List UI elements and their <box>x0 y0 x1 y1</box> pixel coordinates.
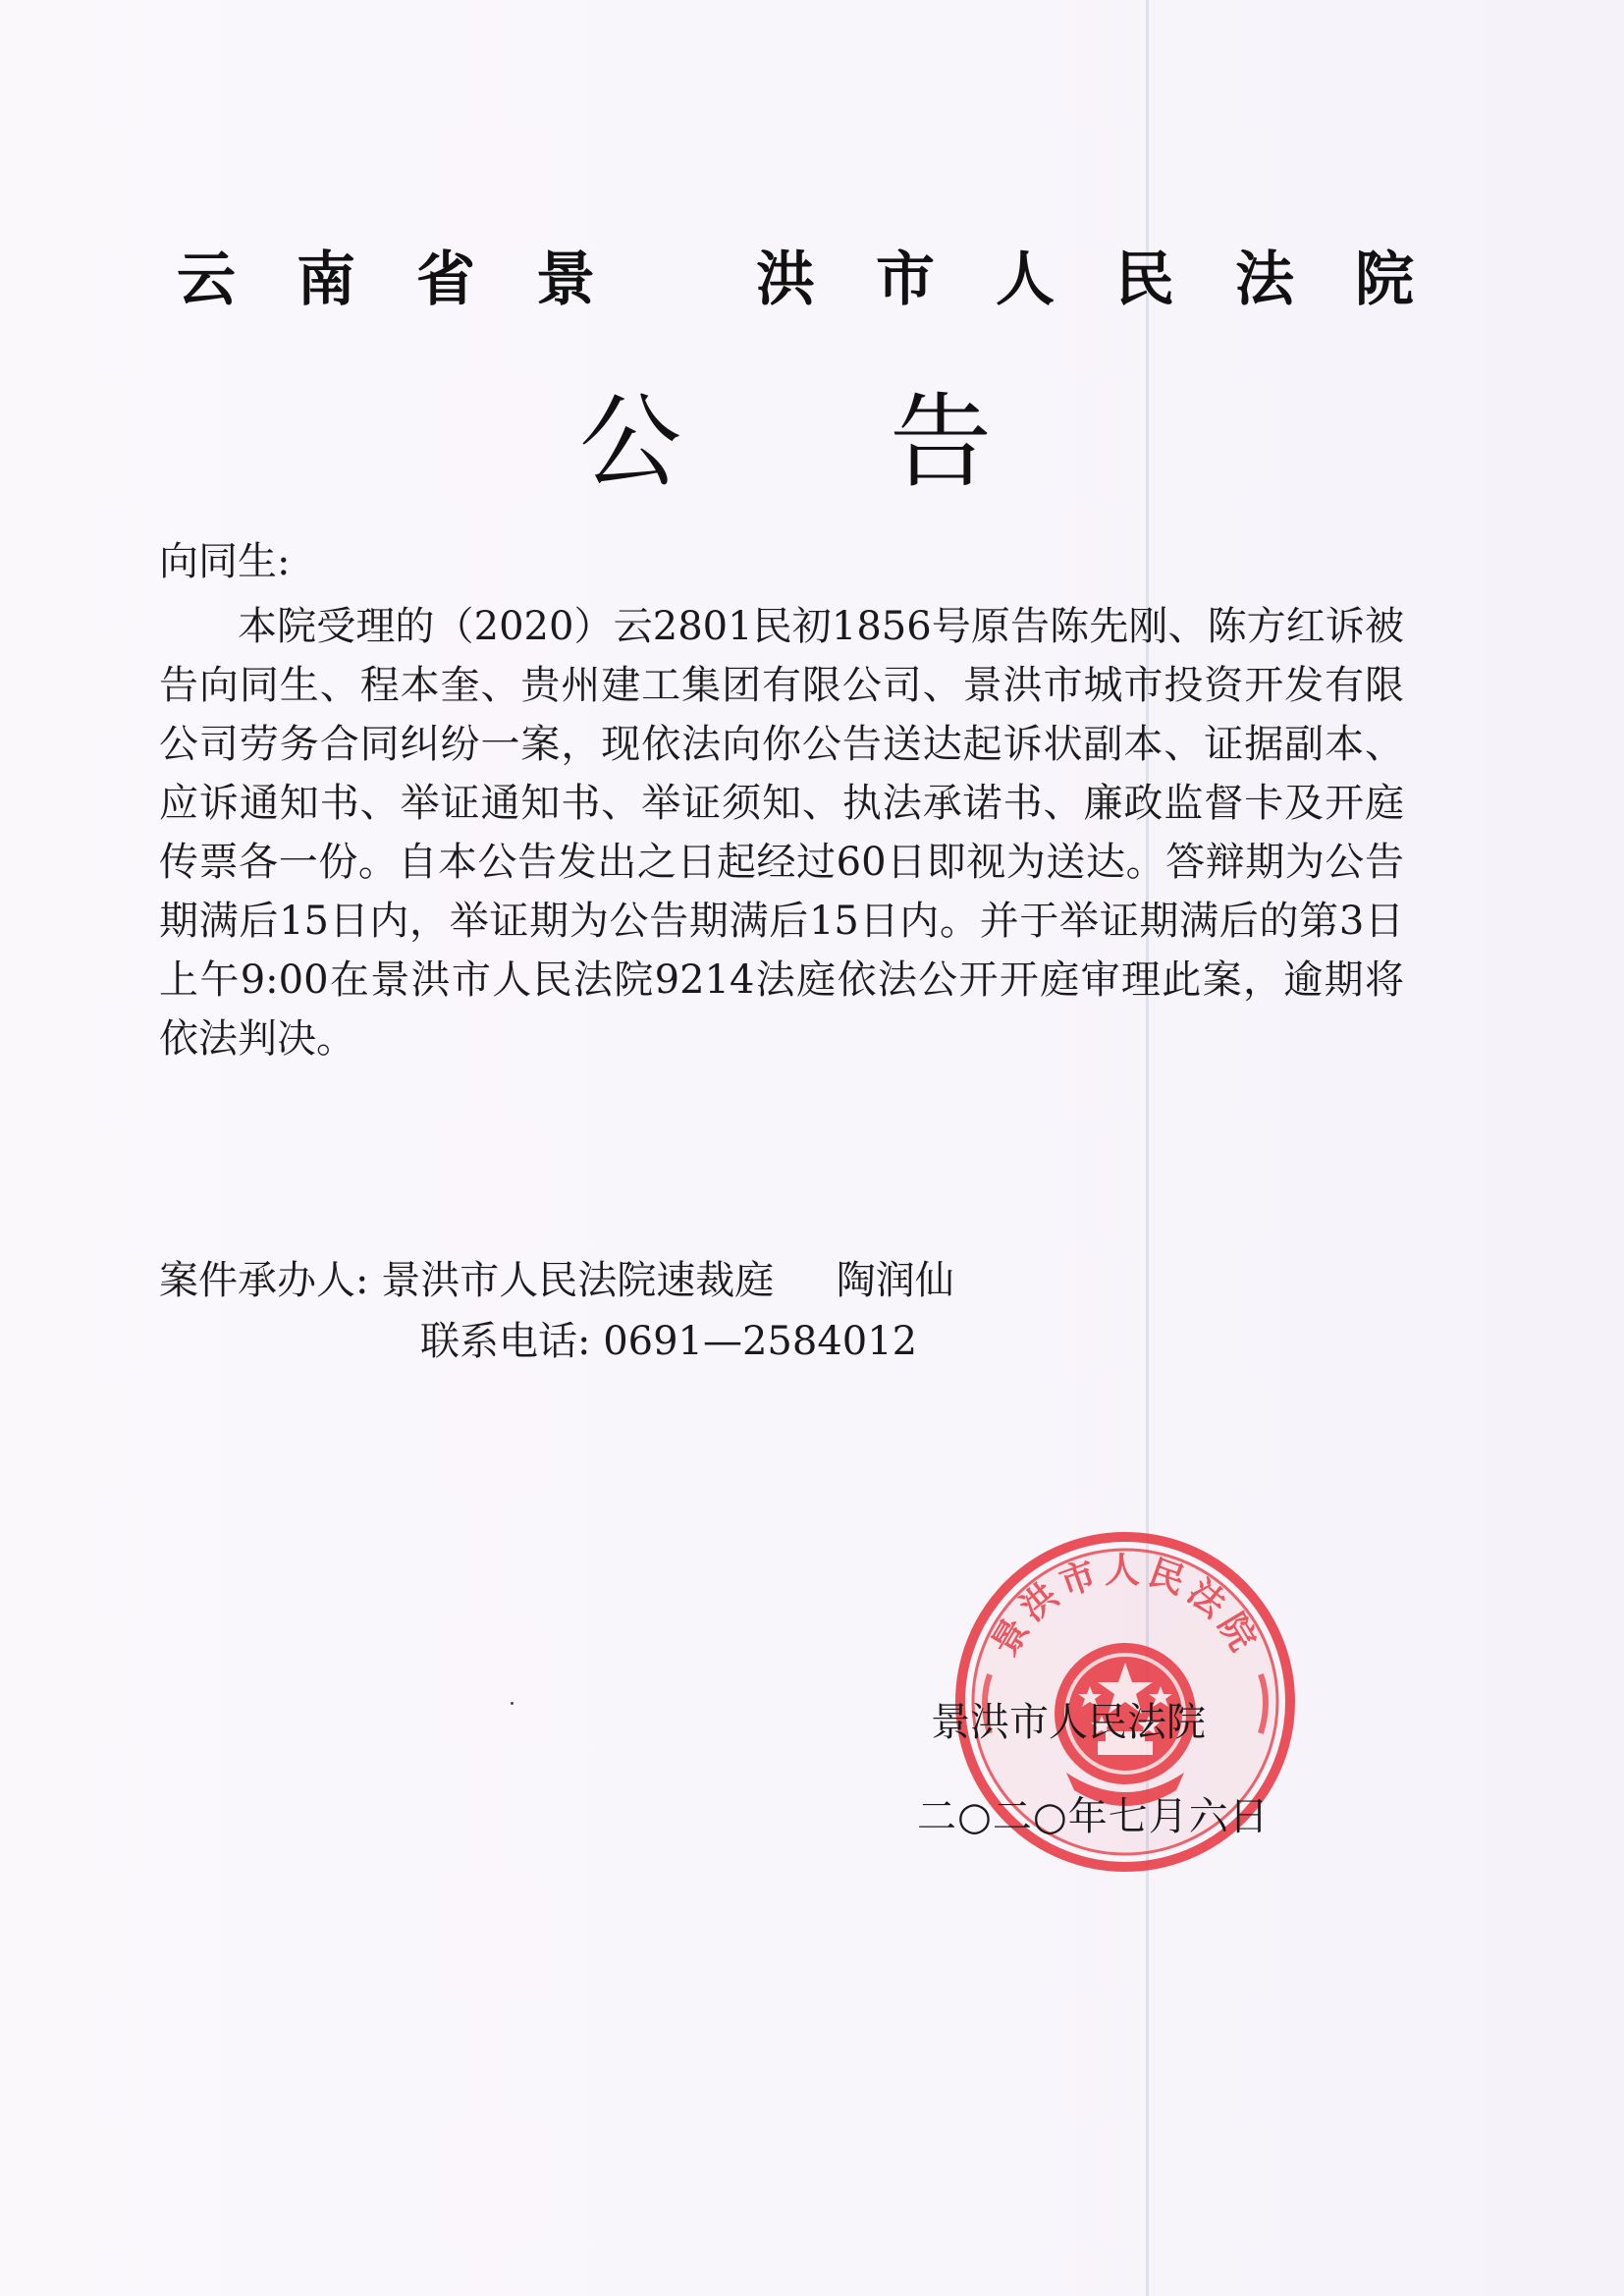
notice-title <box>579 382 992 502</box>
court-name-gap <box>656 246 695 314</box>
court-name-char: 洪 <box>756 246 815 314</box>
scan-speck <box>511 1702 514 1705</box>
seal-text: 景洪市人民法院 <box>984 1550 1267 1664</box>
signing-court: 景洪市人民法院 <box>931 1700 1206 1745</box>
court-name-char: 法 <box>1235 246 1294 314</box>
scan-artifact-line <box>1146 0 1149 2296</box>
contact-phone: 联系电话: 0691—2584012 <box>420 1319 918 1364</box>
title-char: 告 <box>889 382 992 502</box>
court-name-char: 省 <box>416 246 475 314</box>
court-name-char: 南 <box>297 246 355 314</box>
court-name-char: 景 <box>536 246 595 314</box>
case-handler: 案件承办人: 景洪市人民法院速裁庭 陶润仙 <box>159 1258 954 1303</box>
court-name-char: 民 <box>1115 246 1174 314</box>
court-name-char: 人 <box>996 246 1055 314</box>
court-name-heading <box>177 246 1414 314</box>
title-char: 公 <box>579 382 682 502</box>
court-name-char: 云 <box>177 246 236 314</box>
court-name-char: 院 <box>1355 246 1414 314</box>
salutation: 向同生: <box>159 539 291 584</box>
notice-date: 二○二○年七月六日 <box>917 1794 1270 1839</box>
court-name-char: 市 <box>876 246 935 314</box>
notice-body: 本院受理的（2020）云2801民初1856号原告陈先刚、陈方红诉被告向同生、程本奎、贵州建工集团有限公司、景洪市城市投资开发有限公司劳务合同纠纷一案，现依法向你公告送达起诉状副本、证据副本、应诉通知书、举证通知书、举证须知、执法承诺书、廉政监督卡及开庭传票各一份。自本公告发出之日起经过60日即视为送达。答辩期为公告期满后15日内，举证期为公告期满后15日内。并于举证期满后的第3日上午9:00在景洪市人民法院9214法庭依法公开开庭审理此案，逾期将依法判决。 <box>159 604 1404 1062</box>
